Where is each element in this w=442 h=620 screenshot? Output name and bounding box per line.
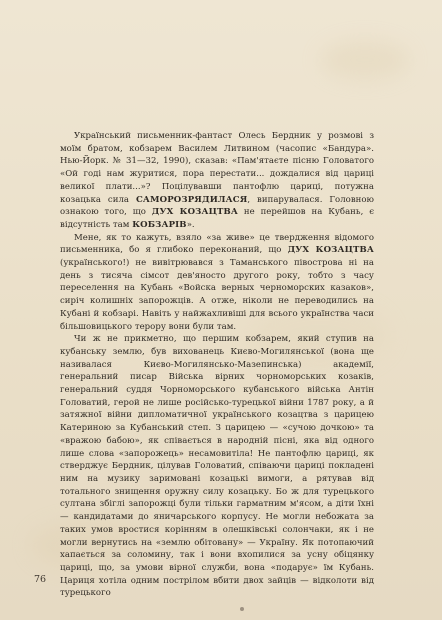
main-text xyxy=(60,130,374,600)
paragraph-2 xyxy=(60,232,374,334)
text-run: (українського!) не вивітрювався з Таманського півострова ні на день з тисяча сімсот дев'яносто другого року, тобто з часу переселення на Кубань «Войска верных черноморских казаков», сиріч колишніх запорожців. А отже, ніколи не переводились на Кубані й кобзарі. Навіть у найжахливіші для всього українства часи більшовицького терору вони були там. xyxy=(60,258,374,332)
text-run: , випарувалася. Головною ознакою того, що xyxy=(60,194,374,218)
emphasis-text: САМОРОЗРЯДИЛАСЯ xyxy=(135,194,248,205)
paragraph-3 xyxy=(60,333,374,600)
paragraph-1 xyxy=(60,130,374,232)
emphasis-text: КОБЗАРІВ xyxy=(132,219,187,230)
text-run: ». xyxy=(186,219,195,230)
page-number: 76 xyxy=(34,574,47,585)
text-run: Мене, як то кажуть, взяло «за живе» це твердження відомого письменника, бо я глибоко переконаний, що xyxy=(60,232,374,256)
emphasis-text: ДУХ КОЗАЦТВА xyxy=(287,245,375,256)
text-run: не перейшов на Кубань, є відсутність там xyxy=(60,207,374,230)
binding-mark xyxy=(240,607,244,611)
emphasis-text: ДУХ КОЗАЦТВА xyxy=(151,207,239,218)
text-run: Український письменник-фантаст Олесь Бердник у розмові з моїм братом, кобзарем Василем Литвином (часопис «Бандура». Нью-Йорк. № 31—32, 1990), сказав: «Пам'ятаєте пісню Головатого «Ой годі нам журитися, пора перестати... дождалися від цариці великої плати...»? Поцілувавши пантофлю цариці, потужна козацька сила xyxy=(60,131,374,205)
paper-stain xyxy=(320,40,410,80)
text-run: Чи ж не прикметно, що першим кобзарем, який ступив на кубанську землю, був вихованець Києво-Могилянської (вона ще називалася Києво-Могилянсько-Мазепинська) академії, генеральний писар Війська вірних чорноморських козаків, генеральний суддя Чорноморського кубанського війська Антін Головатий, герой не лише російсько-турецької війни 1787 року, а й затяжної війни дипломатичної українського козацтва з царицею Катериною за Кубанський степ. З царицею — «сучою дочкою» та «вражою бабою», як співається в народній пісні, яка від одного лише слова «запорожець» несамовитіла! Не пантофлю цариці, як стверджує Бердник, цілував Головатий, співаючи цариці покладені ним на музику заримовані козацькі вимоги, а рятував від тотального знищення оружну силу козацьку. Бо ж для турецького султана збіглі запорожці були тільки гарматним м'ясом, а діти їхні — кандидатами до яничарського корпусу. Не могли небожата за таких умов вростися корінням в олешківські солончаки, як і не могли вернутись на «землю обітовану» — Україну. Як потопаючий хапається за соломину, так і вони вхопилися за усну обіцянку цариці, що, за умови вірної служби, вона «подарує» їм Кубань. Цариця хотіла одним пострілом вбити двох зайців — відколоти від турецького xyxy=(60,334,374,599)
